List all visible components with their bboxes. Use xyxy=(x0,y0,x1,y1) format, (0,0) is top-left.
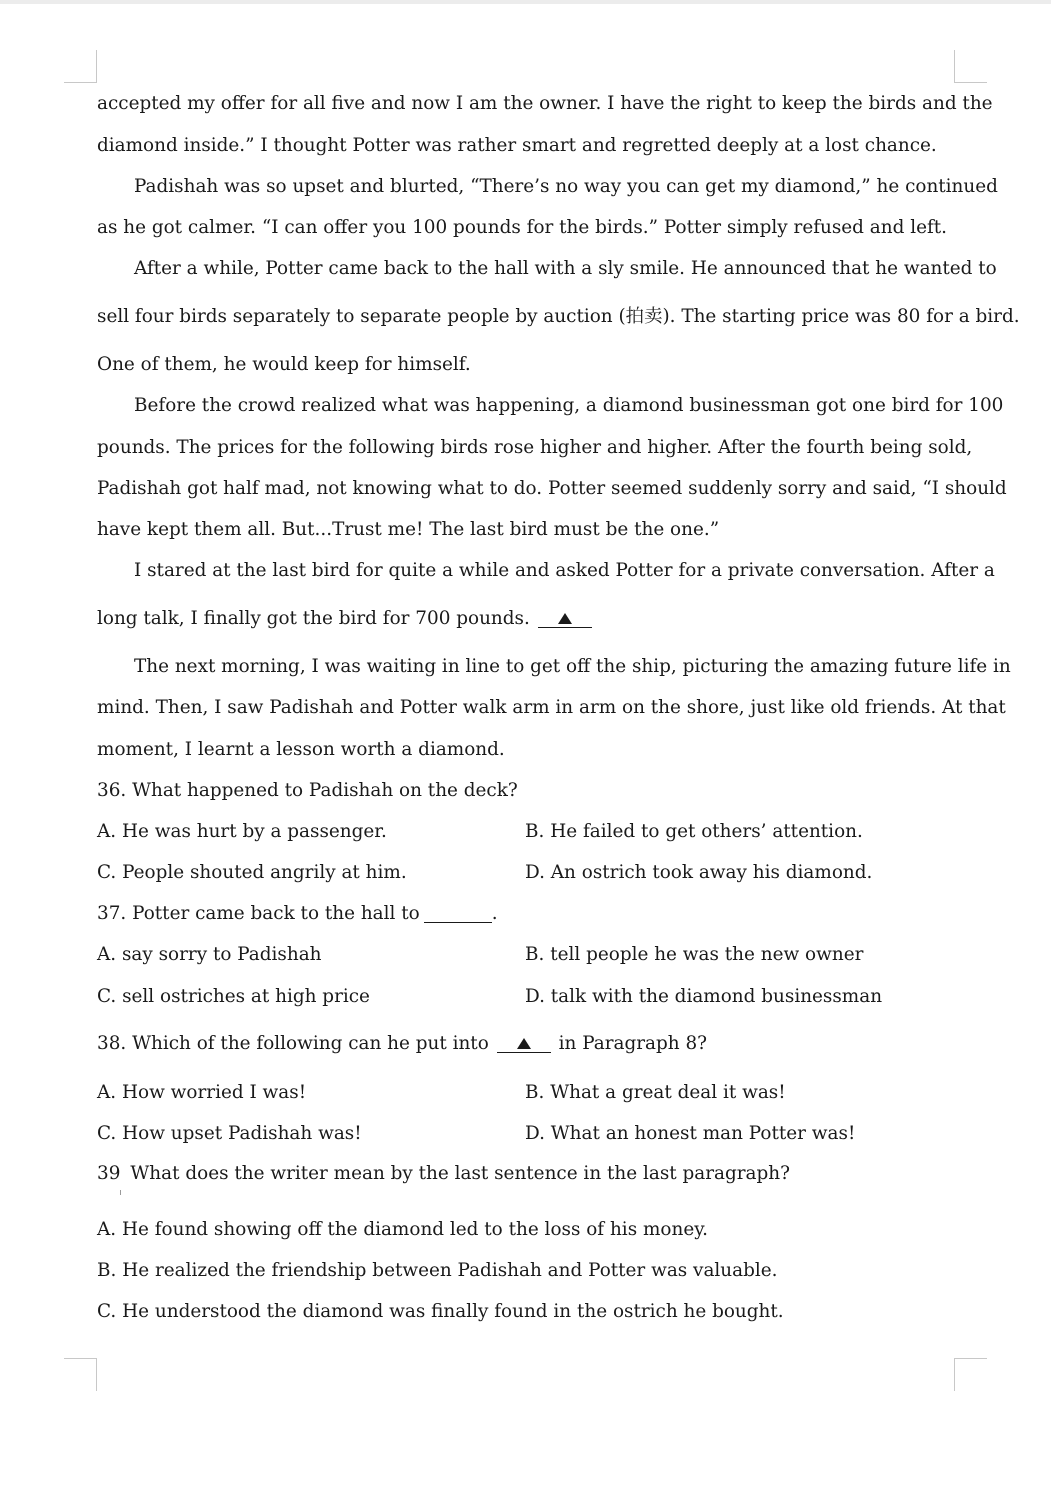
passage-line: Padishah got half mad, not knowing what to do. Potter seemed suddenly sorry and said, “I should xyxy=(97,478,1007,499)
crop-mark-top-left xyxy=(64,50,97,83)
question-stem-text: 38. Which of the following can he put into xyxy=(97,1033,489,1054)
question-stem: 36. What happened to Padishah on the deck? xyxy=(97,780,518,801)
question-stem-text: What does the writer mean by the last sentence in the last paragraph? xyxy=(130,1163,790,1184)
passage-line: moment, I learnt a lesson worth a diamond. xyxy=(97,739,505,760)
option-b: B. What a great deal it was! xyxy=(525,1082,786,1103)
option-b: B. He failed to get others’ attention. xyxy=(525,821,863,842)
option-d: D. talk with the diamond businessman xyxy=(525,986,883,1007)
option-a: A. He was hurt by a passenger. xyxy=(97,821,387,842)
passage-line: as he got calmer. “I can offer you 100 pounds for the birds.” Potter simply refused and left. xyxy=(97,217,948,238)
passage-line: Before the crowd realized what was happening, a diamond businessman got one bird for 100 xyxy=(134,395,1004,416)
passage-line: The next morning, I was waiting in line to get off the ship, picturing the amazing future life in xyxy=(134,656,1011,677)
page-top-edge xyxy=(0,0,1051,4)
passage-line: pounds. The prices for the following birds rose higher and higher. After the fourth being sold, xyxy=(97,437,973,458)
option-a: A. How worried I was! xyxy=(97,1082,307,1103)
passage-line: sell four birds separately to separate people by auction (拍卖). The starting price was 80 for a bird. xyxy=(97,306,1020,327)
passage-line: mind. Then, I saw Padishah and Potter walk arm in arm on the shore, just like old friends. At that xyxy=(97,697,1006,718)
question-number: 39 xyxy=(97,1163,121,1184)
passage-line-text: long talk, I finally got the bird for 700 pounds. xyxy=(97,608,530,629)
option-b: B. tell people he was the new owner xyxy=(525,944,864,965)
option-c: C. People shouted angrily at him. xyxy=(97,862,407,883)
option-c: C. sell ostriches at high price xyxy=(97,986,370,1007)
question-stem-text: 37. Potter came back to the hall to xyxy=(97,903,420,924)
option-d: D. An ostrich took away his diamond. xyxy=(525,862,873,883)
option-d: D. What an honest man Potter was! xyxy=(525,1123,856,1144)
passage-line: Padishah was so upset and blurted, “There’s no way you can get my diamond,” he continued xyxy=(134,176,998,197)
question-stem xyxy=(97,1157,790,1191)
crop-mark-bottom-right xyxy=(954,1358,987,1391)
triangle-icon xyxy=(517,1038,531,1049)
option-c: C. He understood the diamond was finally found in the ostrich he bought. xyxy=(97,1301,784,1322)
passage-line: I stared at the last bird for quite a while and asked Potter for a private conversation. After a xyxy=(134,560,995,581)
passage-line xyxy=(97,602,594,636)
answer-blank-triangle xyxy=(497,1034,551,1053)
passage-line: accepted my offer for all five and now I am the owner. I have the right to keep the birds and the xyxy=(97,93,993,114)
option-a: A. say sorry to Padishah xyxy=(97,944,322,965)
crop-mark-top-right xyxy=(954,50,987,83)
question-stem-text-after: in Paragraph 8? xyxy=(558,1033,708,1054)
question-stem: 37. Potter came back to the hall to . xyxy=(97,903,498,924)
question-stem xyxy=(97,1027,707,1061)
passage-line: After a while, Potter came back to the hall with a sly smile. He announced that he wanted to xyxy=(134,258,997,279)
answer-blank xyxy=(424,904,492,923)
answer-blank-triangle xyxy=(538,609,592,628)
stray-mark xyxy=(120,1190,121,1195)
passage-line: have kept them all. But...Trust me! The last bird must be the one.” xyxy=(97,519,720,540)
option-c: C. How upset Padishah was! xyxy=(97,1123,362,1144)
passage-line: One of them, he would keep for himself. xyxy=(97,354,471,375)
triangle-icon xyxy=(558,613,572,624)
option-b: B. He realized the friendship between Padishah and Potter was valuable. xyxy=(97,1260,778,1281)
option-a: A. He found showing off the diamond led to the loss of his money. xyxy=(97,1219,709,1240)
crop-mark-bottom-left xyxy=(64,1358,97,1391)
passage-line: diamond inside.” I thought Potter was rather smart and regretted deeply at a lost chance. xyxy=(97,135,937,156)
